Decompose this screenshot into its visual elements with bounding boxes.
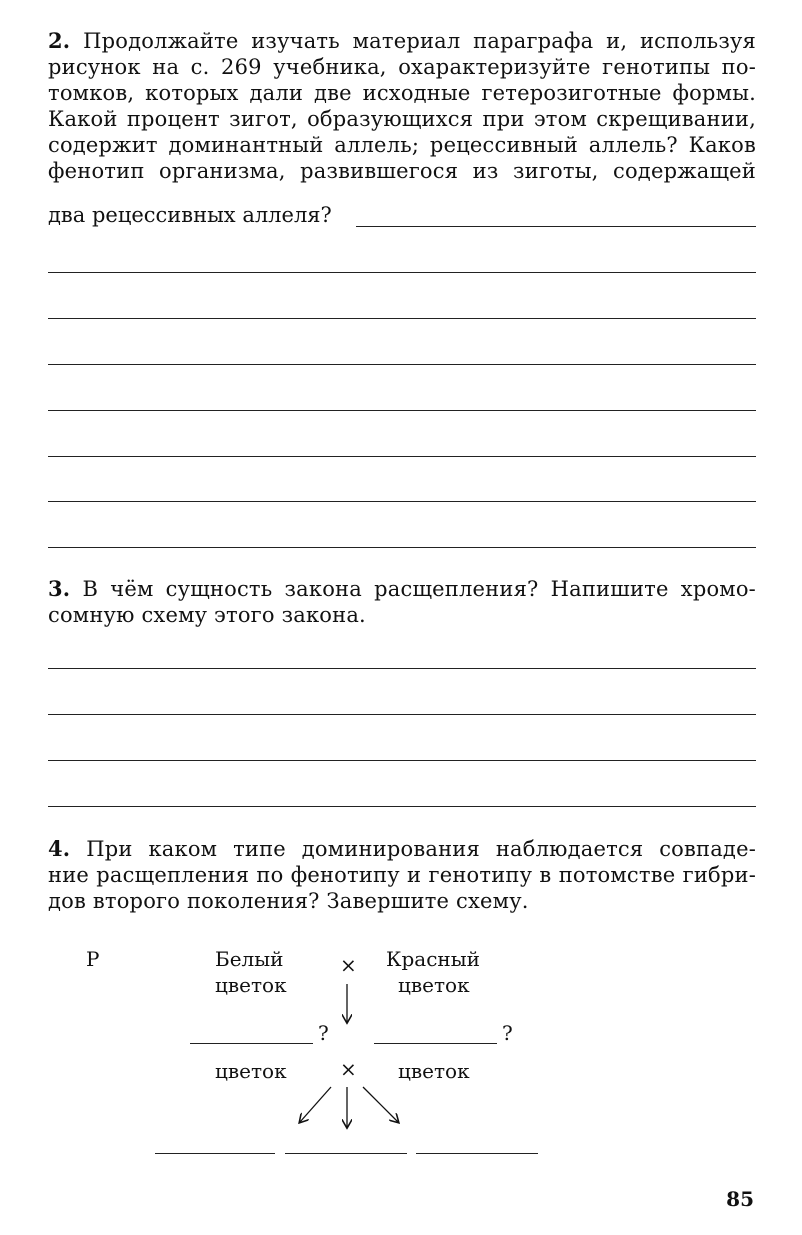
q2-line-2: рисунок на с. 269 учебника, охарактеризуйте генотипы по- — [48, 55, 756, 79]
q3-line-2: сомную схему этого закона. — [48, 603, 366, 627]
q2-last-line: два рецессивных аллеля? — [48, 203, 332, 227]
question-3-number: 3. — [48, 576, 71, 601]
f2-blank-3[interactable] — [416, 1153, 538, 1154]
q4-line-3: дов второго поколения? Завершите схему. — [48, 889, 529, 913]
parent2-line1: Красный — [386, 947, 480, 971]
q2-line-6: фенотип организма, развившегося из зиготы, содержащей — [48, 159, 756, 183]
f2-blank-2[interactable] — [285, 1153, 407, 1154]
arrow-down-right — [363, 1087, 398, 1122]
parent2-line2: цветок — [398, 973, 470, 997]
q3-line-1: 3. В чём сущность закона расщепления? Напишите хромо- — [48, 576, 756, 601]
f2-blank-1[interactable] — [155, 1153, 275, 1154]
f1-left-label: цветок — [215, 1059, 287, 1083]
arrow-down-left — [300, 1087, 331, 1122]
question-2-number: 2. — [48, 28, 71, 53]
q2-line-3: томков, которых дали две исходные гетерозиготные формы. — [48, 81, 756, 105]
q2-line-1: 2. Продолжайте изучать материал параграфа и, используя — [48, 28, 756, 53]
q2-line-4: Какой процент зигот, образующихся при этом скрещивании, — [48, 107, 756, 131]
q4-line-1: 4. При каком типе доминирования наблюдается совпаде- — [48, 836, 756, 861]
f1-left-question: ? — [318, 1021, 329, 1045]
page-number: 85 — [726, 1187, 754, 1211]
cross-symbol-p: × — [340, 953, 357, 977]
q4-line-2: ние расщепления по фенотипу и генотипу в потомстве гибри- — [48, 863, 756, 887]
parent1-line2: цветок — [215, 973, 287, 997]
q2-line-5: содержит доминантный аллель; рецессивный аллель? Каков — [48, 133, 756, 157]
f1-right-label: цветок — [398, 1059, 470, 1083]
cross-symbol-f1: × — [340, 1057, 357, 1081]
question-4-number: 4. — [48, 836, 71, 861]
scheme-p-label: P — [86, 947, 100, 971]
parent1-line1: Белый — [215, 947, 284, 971]
f1-right-question: ? — [502, 1021, 513, 1045]
